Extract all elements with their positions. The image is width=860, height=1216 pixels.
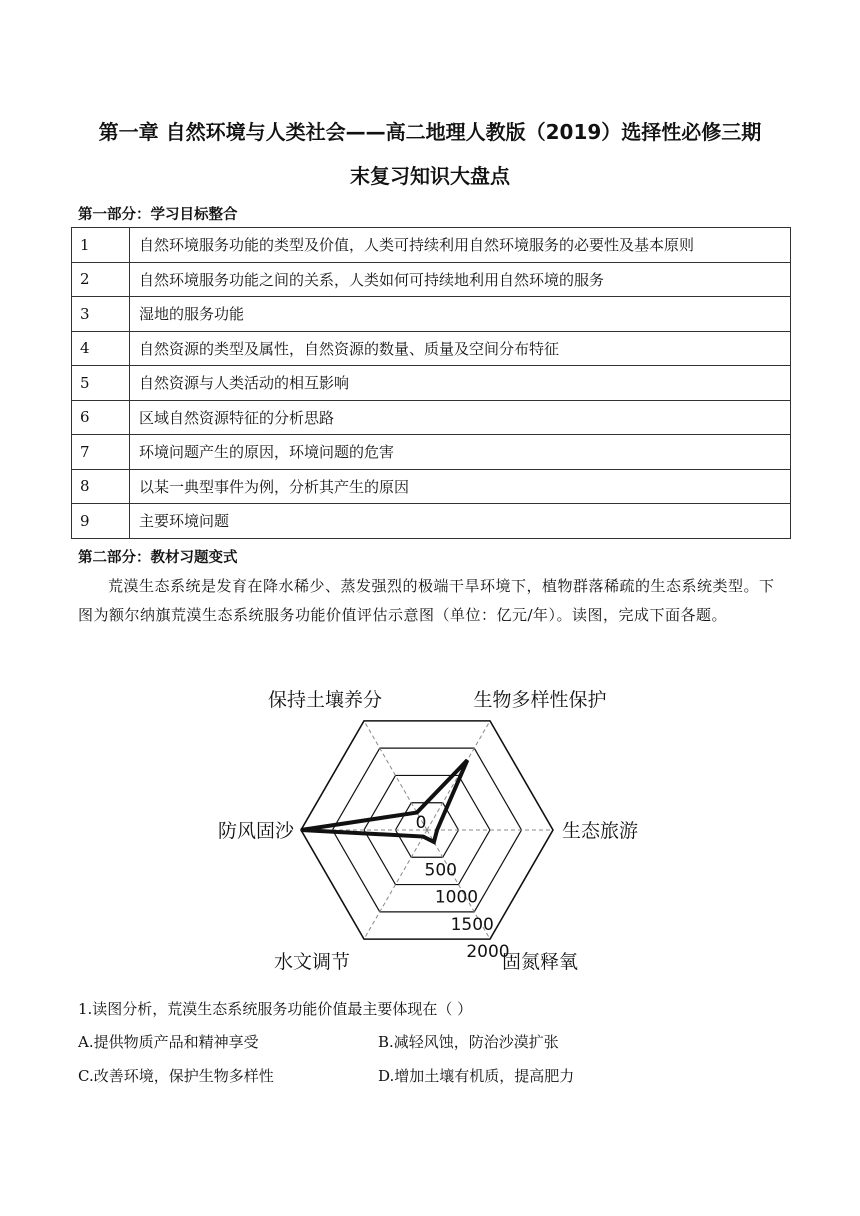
table-row (72, 262, 791, 297)
goal-number: 6 (72, 400, 130, 435)
goal-number: 1 (72, 228, 130, 263)
table-row (72, 400, 791, 435)
table-row (72, 435, 791, 470)
section-heading-goals: 第一部分：学习目标整合 (78, 207, 238, 223)
page-title-line1: 第一章 自然环境与人类社会——高二地理人教版（2019）选择性必修三期 (98, 120, 762, 144)
table-row (72, 366, 791, 401)
learning-goals-table (71, 227, 791, 539)
radar-axis-label: 保持土壤养分 (267, 689, 383, 711)
section-heading-exercises: 第二部分：教材习题变式 (78, 550, 238, 566)
option-a: A.提供物质产品和精神享受 (78, 1033, 259, 1051)
goal-text: 自然环境服务功能之间的关系，人类如何可持续地利用自然环境的服务 (130, 262, 791, 297)
goal-number: 5 (72, 366, 130, 401)
goal-text: 自然资源的类型及属性，自然资源的数量、质量及空间分布特征 (130, 331, 791, 366)
table-row (72, 331, 791, 366)
radar-axis-label: 固氮释氧 (501, 951, 579, 973)
radar-axis-label: 防风固沙 (217, 820, 294, 842)
radar-tick-label: 500 (424, 860, 457, 881)
radar-tick-label: 2000 (466, 942, 510, 963)
radar-tick-label: 1000 (434, 887, 479, 908)
radar-tick-label: 0 (415, 813, 427, 833)
goal-text: 环境问题产生的原因，环境问题的危害 (130, 435, 791, 470)
goal-text: 主要环境问题 (130, 504, 791, 539)
goal-number: 9 (72, 504, 130, 539)
goal-number: 2 (72, 262, 130, 297)
page-title-line2: 末复习知识大盘点 (350, 164, 510, 188)
radar-chart (200, 682, 660, 982)
goal-number: 8 (72, 469, 130, 504)
goal-text: 以某一典型事件为例，分析其产生的原因 (130, 469, 791, 504)
table-row (72, 297, 791, 332)
table-row (72, 469, 791, 504)
option-b: B.减轻风蚀，防治沙漠扩张 (378, 1033, 559, 1051)
question-1: 1.读图分析，荒漠生态系统服务功能价值最主要体现在（ ） (78, 1000, 473, 1018)
option-c: C.改善环境，保护生物多样性 (78, 1067, 274, 1085)
goal-text: 湿地的服务功能 (130, 297, 791, 332)
radar-axis-label: 水文调节 (273, 951, 351, 973)
radar-tick-label: 1500 (450, 914, 494, 935)
goal-text: 区域自然资源特征的分析思路 (130, 400, 791, 435)
radar-axis-label: 生物多样性保护 (473, 689, 607, 711)
question-stem-paragraph: 荒漠生态系统是发育在降水稀少、蒸发强烈的极端干旱环境下，植物群落稀疏的生态系统类型。下图为额尔纳旗荒漠生态系统服务功能价值评估示意图（单位：亿元/年）。读图，完成下面各题。 (78, 577, 775, 624)
goal-number: 7 (72, 435, 130, 470)
table-row (72, 504, 791, 539)
table-row (72, 228, 791, 263)
radar-axis-label: 生态旅游 (562, 820, 639, 842)
option-d: D.增加土壤有机质，提高肥力 (378, 1067, 575, 1085)
goal-text: 自然资源与人类活动的相互影响 (130, 366, 791, 401)
radar-grid (301, 721, 553, 939)
goal-number: 4 (72, 331, 130, 366)
goal-text: 自然环境服务功能的类型及价值，人类可持续利用自然环境服务的必要性及基本原则 (130, 228, 791, 263)
goal-number: 3 (72, 297, 130, 332)
